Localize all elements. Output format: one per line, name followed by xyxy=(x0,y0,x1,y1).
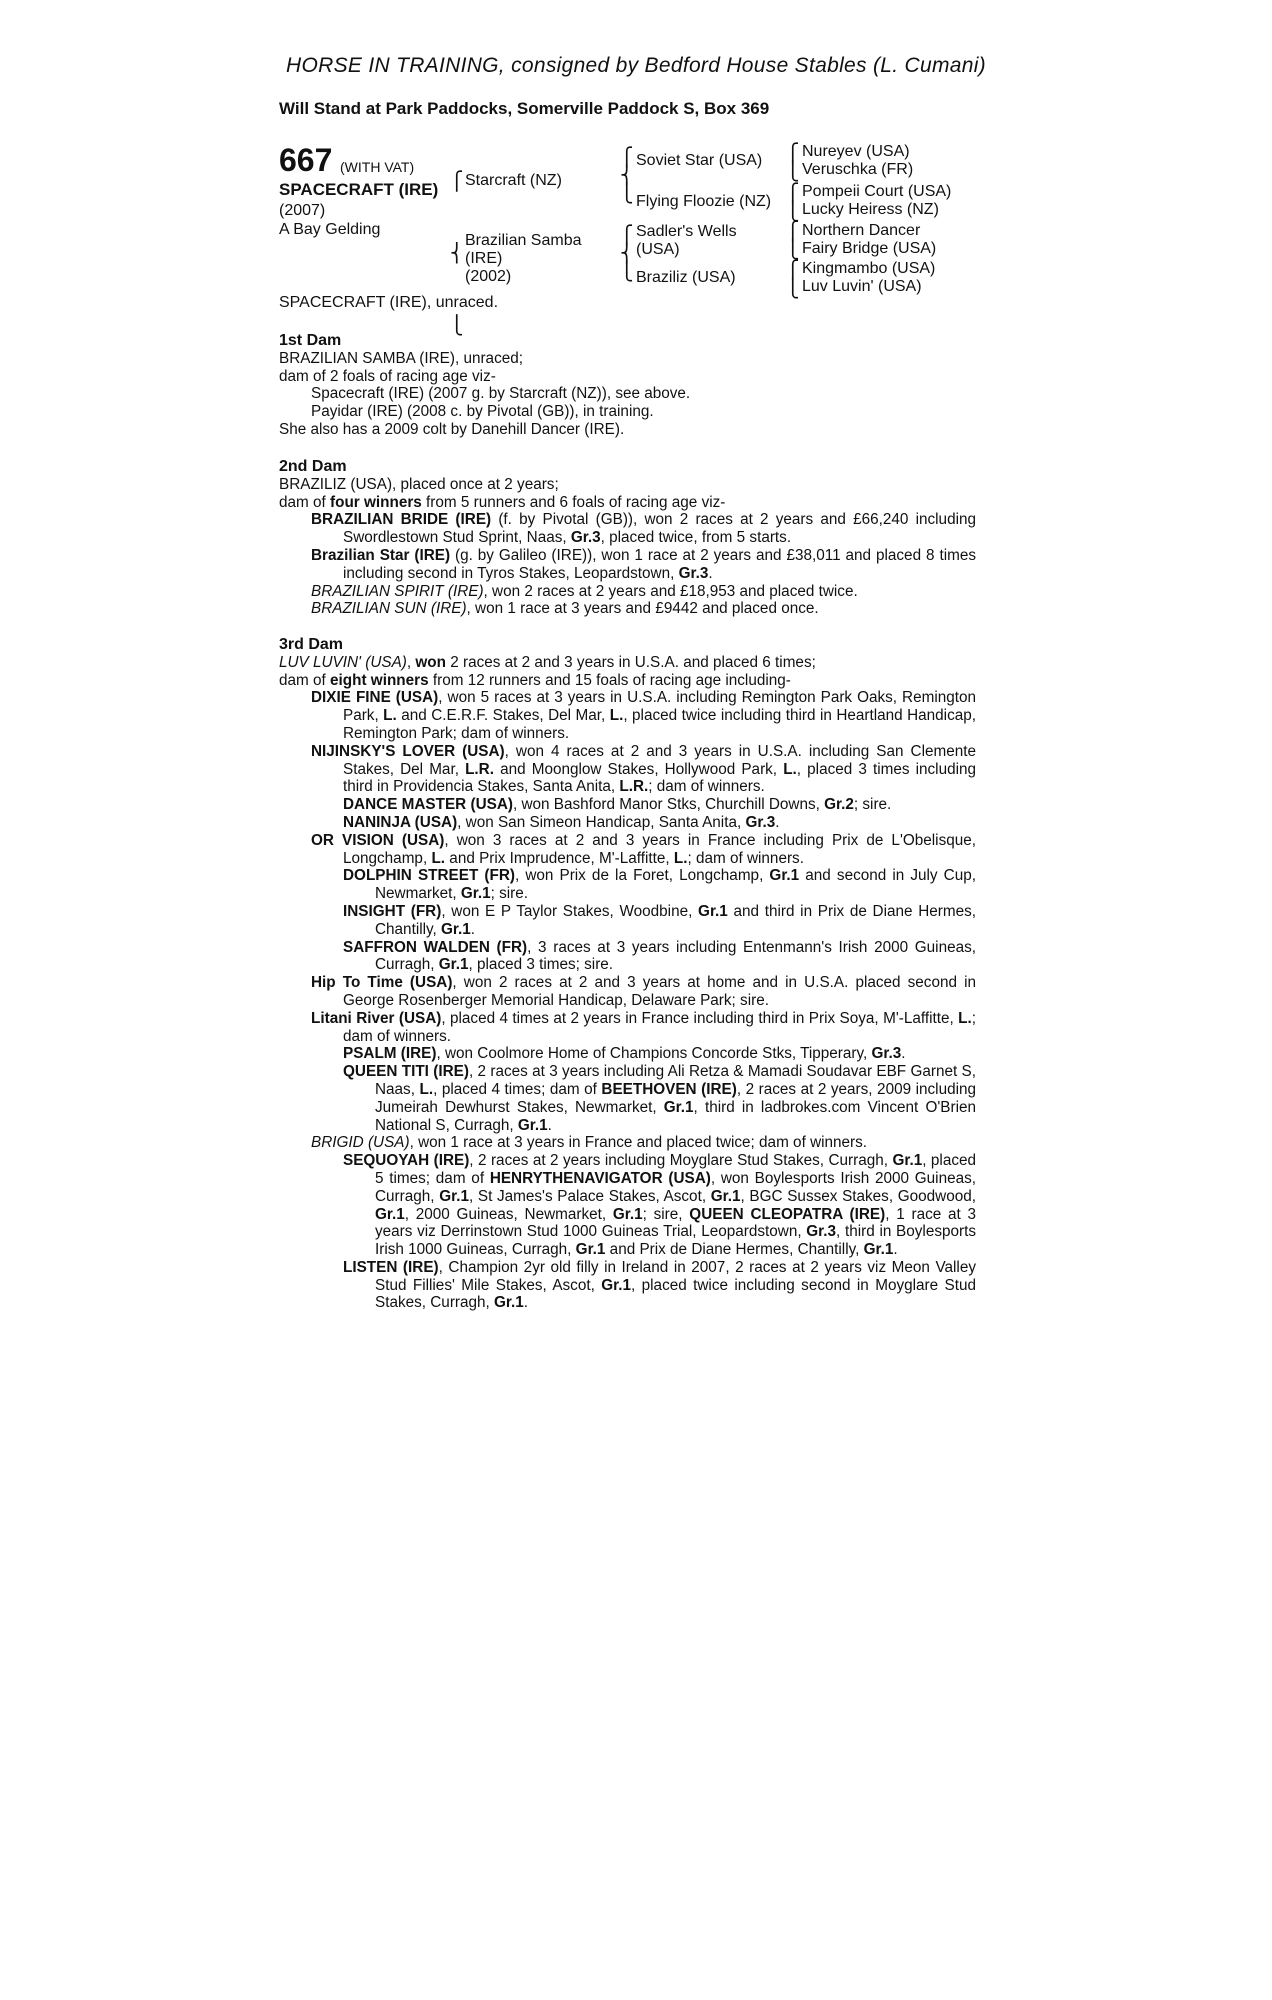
pedigree-brace-ss: ⎧ ⎩ xyxy=(786,143,800,181)
produce-entry: BRAZILIAN SPIRIT (IRE), won 2 races at 2 years and £18,953 and placed twice. xyxy=(311,582,858,600)
pedigree-brace-ds: ⎧ ⎩ xyxy=(786,221,800,259)
produce-entry: SEQUOYAH (IRE), 2 races at 2 years including Moyglare Stud Stakes, Curragh, Gr.1, placed 5 times; dam of HENRYTHENAVIGATOR (USA), won Boylesports Irish 2000 Guineas, Curragh, Gr.1, St James's Palace Stakes, Ascot, Gr.1, BGC Sussex Stakes, Goodwood, Gr.1, 2000 Guineas, Newmarket, Gr.1; sire, QUEEN CLEOPATRA (IRE), 1 race at 3 years viz Derrinstown Stud 1000 Guineas Trial, Leopardstown, Gr.3, third in Boylesports Irish 1000 Guineas, Curragh, Gr.1 and Prix de Diane Hermes, Chantilly, Gr.1. xyxy=(343,1152,977,1259)
pedigree-ssd: Veruschka (FR) xyxy=(802,161,914,178)
pedigree-sire-dam: Flying Floozie (NZ) xyxy=(636,193,772,210)
produce-entry: BRAZILIAN BRIDE (IRE) (f. by Pivotal (GB)), won 2 races at 2 years and £66,240 including Swordlestown Stud Sprint, Naas, Gr.3, placed twice, from 5 starts. xyxy=(311,511,976,547)
produce-entry: Hip To Time (USA), won 2 races at 2 and 3 years at home and in U.S.A. placed second in George Rosenberger Memorial Handicap, Delaware Park; sire. xyxy=(311,974,976,1009)
produce-entry: NIJINSKY'S LOVER (USA), won 4 races at 2 and 3 years in U.S.A. including San Clemente Stakes, Del Mar, L.R. and Moonglow Stakes, Hollywood Park, L., placed 3 times including third in Providencia Stakes, Santa Anita, L.R.; dam of winners. xyxy=(311,742,977,796)
first-dam-foal: Payidar (IRE) (2008 c. by Pivotal (GB)), in training. xyxy=(311,403,654,421)
pedigree-dam-dam: Braziliz (USA) xyxy=(636,269,736,286)
second-dam-section xyxy=(279,458,976,618)
third-dam-heading: 3rd Dam xyxy=(279,636,344,653)
pedigree-brace-dd: ⎧ ⎩ xyxy=(786,260,800,298)
produce-entry: BRAZILIAN SUN (IRE), won 1 race at 3 years and £9442 and placed once. xyxy=(311,600,819,618)
third-dam-section xyxy=(279,636,976,1312)
produce-entry: PSALM (IRE), won Coolmore Home of Champions Concorde Stks, Tipperary, Gr.3. xyxy=(343,1045,906,1063)
stand-location: Will Stand at Park Paddocks, Somerville Paddock S, Box 369 xyxy=(279,99,770,118)
page-title: HORSE IN TRAINING, consigned by Bedford House Stables (L. Cumani) xyxy=(286,54,986,77)
pedigree-sds: Pompeii Court (USA) xyxy=(802,183,952,200)
pedigree-dsd: Fairy Bridge (USA) xyxy=(802,240,937,257)
pedigree-brace-dam: ⎧ ⎨ ⎩ xyxy=(620,225,634,281)
produce-entry: QUEEN TITI (IRE), 2 races at 3 years including Ali Retza & Mamadi Soudavar EBF Garnet S, Naas, L., placed 4 times; dam of BEETHOVEN (IRE), 2 races at 2 years, 2009 including Jumeirah Dewhurst Stakes, Newmarket, Gr.1, third in ladbrokes.com Vincent O'Brien National S, Curragh, Gr.1. xyxy=(343,1063,977,1134)
produce-entry: DANCE MASTER (USA), won Bashford Manor Stks, Churchill Downs, Gr.2; sire. xyxy=(343,796,892,814)
horse-name: SPACECRAFT (IRE) xyxy=(279,180,439,199)
pedigree-ddd: Luv Luvin' (USA) xyxy=(802,278,922,295)
produce-entry: OR VISION (USA), won 3 races at 2 and 3 years in France including Prix de L'Obelisque, Longchamp, L. and Prix Imprudence, M'-Laffitte, L.; dam of winners. xyxy=(311,831,976,867)
first-dam-line: She also has a 2009 colt by Danehill Dancer (IRE). xyxy=(279,420,625,438)
vat-note: (WITH VAT) xyxy=(340,159,415,175)
first-dam-heading: 1st Dam xyxy=(279,332,342,349)
pedigree-dds: Kingmambo (USA) xyxy=(802,260,936,277)
second-dam-line: BRAZILIZ (USA), placed once at 2 years; xyxy=(279,475,559,493)
pedigree-brace-sd: ⎧ ⎩ xyxy=(786,183,800,221)
pedigree-brace-main: ⎧ ⎨ ⎩ xyxy=(450,171,464,335)
produce-entry: DIXIE FINE (USA), won 5 races at 3 years in U.S.A. including Remington Park Oaks, Remington Park, L. and C.E.R.F. Stakes, Del Mar, L., placed twice including third in Heartland Handicap, Remington Park; dam of winners. xyxy=(311,689,976,742)
pedigree-dam-line1: Brazilian Samba xyxy=(465,232,582,249)
produce-entry: SAFFRON WALDEN (FR), 3 races at 3 years including Entenmann's Irish 2000 Guineas, Curragh, Gr.1, placed 3 times; sire. xyxy=(343,938,976,974)
produce-entry: DOLPHIN STREET (FR), won Prix de la Foret, Longchamp, Gr.1 and second in July Cup, Newmarket, Gr.1; sire. xyxy=(343,867,976,903)
pedigree-sire: Starcraft (NZ) xyxy=(465,172,562,189)
first-dam-line: BRAZILIAN SAMBA (IRE), unraced; xyxy=(279,349,523,367)
produce-entry: NANINJA (USA), won San Simeon Handicap, Santa Anita, Gr.3. xyxy=(343,813,780,831)
pedigree-dam-sire-line2: (USA) xyxy=(636,241,680,258)
first-dam-foal: Spacecraft (IRE) (2007 g. by Starcraft (NZ)), see above. xyxy=(311,385,691,403)
third-dam-line: dam of eight winners from 12 runners and 15 foals of racing age including- xyxy=(279,671,791,689)
racing-summary: SPACECRAFT (IRE), unraced. xyxy=(279,294,499,311)
produce-entry: BRIGID (USA), won 1 race at 3 years in France and placed twice; dam of winners. xyxy=(311,1134,868,1152)
pedigree-sire-sire: Soviet Star (USA) xyxy=(636,152,763,169)
second-dam-heading: 2nd Dam xyxy=(279,458,347,475)
lot-number: 667 xyxy=(279,142,333,178)
first-dam-section xyxy=(279,332,976,439)
pedigree-sss: Nureyev (USA) xyxy=(802,143,910,160)
first-dam-line: dam of 2 foals of racing age viz- xyxy=(279,367,496,385)
produce-entry: Litani River (USA), placed 4 times at 2 years in France including third in Prix Soya, M'-Laffitte, L.; dam of winners. xyxy=(311,1009,976,1045)
third-dam-line: LUV LUVIN' (USA), won 2 races at 2 and 3 years in U.S.A. and placed 6 times; xyxy=(279,653,816,671)
horse-year: (2007) xyxy=(279,202,326,219)
pedigree-dam-line2: (IRE) xyxy=(465,250,503,267)
horse-description: A Bay Gelding xyxy=(279,221,381,238)
produce-entry: LISTEN (IRE), Champion 2yr old filly in Ireland in 2007, 2 races at 2 years viz Meon Valley Stud Fillies' Mile Stakes, Ascot, Gr.1, placed twice including second in Moyglare Stud Stakes, Curragh, Gr.1. xyxy=(343,1258,976,1312)
produce-entry: Brazilian Star (IRE) (g. by Galileo (IRE)), won 1 race at 2 years and £38,011 and placed 8 times including second in Tyros Stakes, Leopardstown, Gr.3. xyxy=(311,546,976,582)
pedigree-sdd: Lucky Heiress (NZ) xyxy=(802,201,939,218)
second-dam-line: dam of four winners from 5 runners and 6 foals of racing age viz- xyxy=(279,493,726,511)
pedigree-brace-sire: ⎧ ⎨ ⎩ xyxy=(620,147,634,203)
pedigree-dam-line3: (2002) xyxy=(465,268,512,285)
produce-entry: INSIGHT (FR), won E P Taylor Stakes, Woodbine, Gr.1 and third in Prix de Diane Hermes, Chantilly, Gr.1. xyxy=(343,902,976,938)
pedigree-dss: Northern Dancer xyxy=(802,222,921,239)
pedigree-dam-sire-line1: Sadler's Wells xyxy=(636,223,737,240)
